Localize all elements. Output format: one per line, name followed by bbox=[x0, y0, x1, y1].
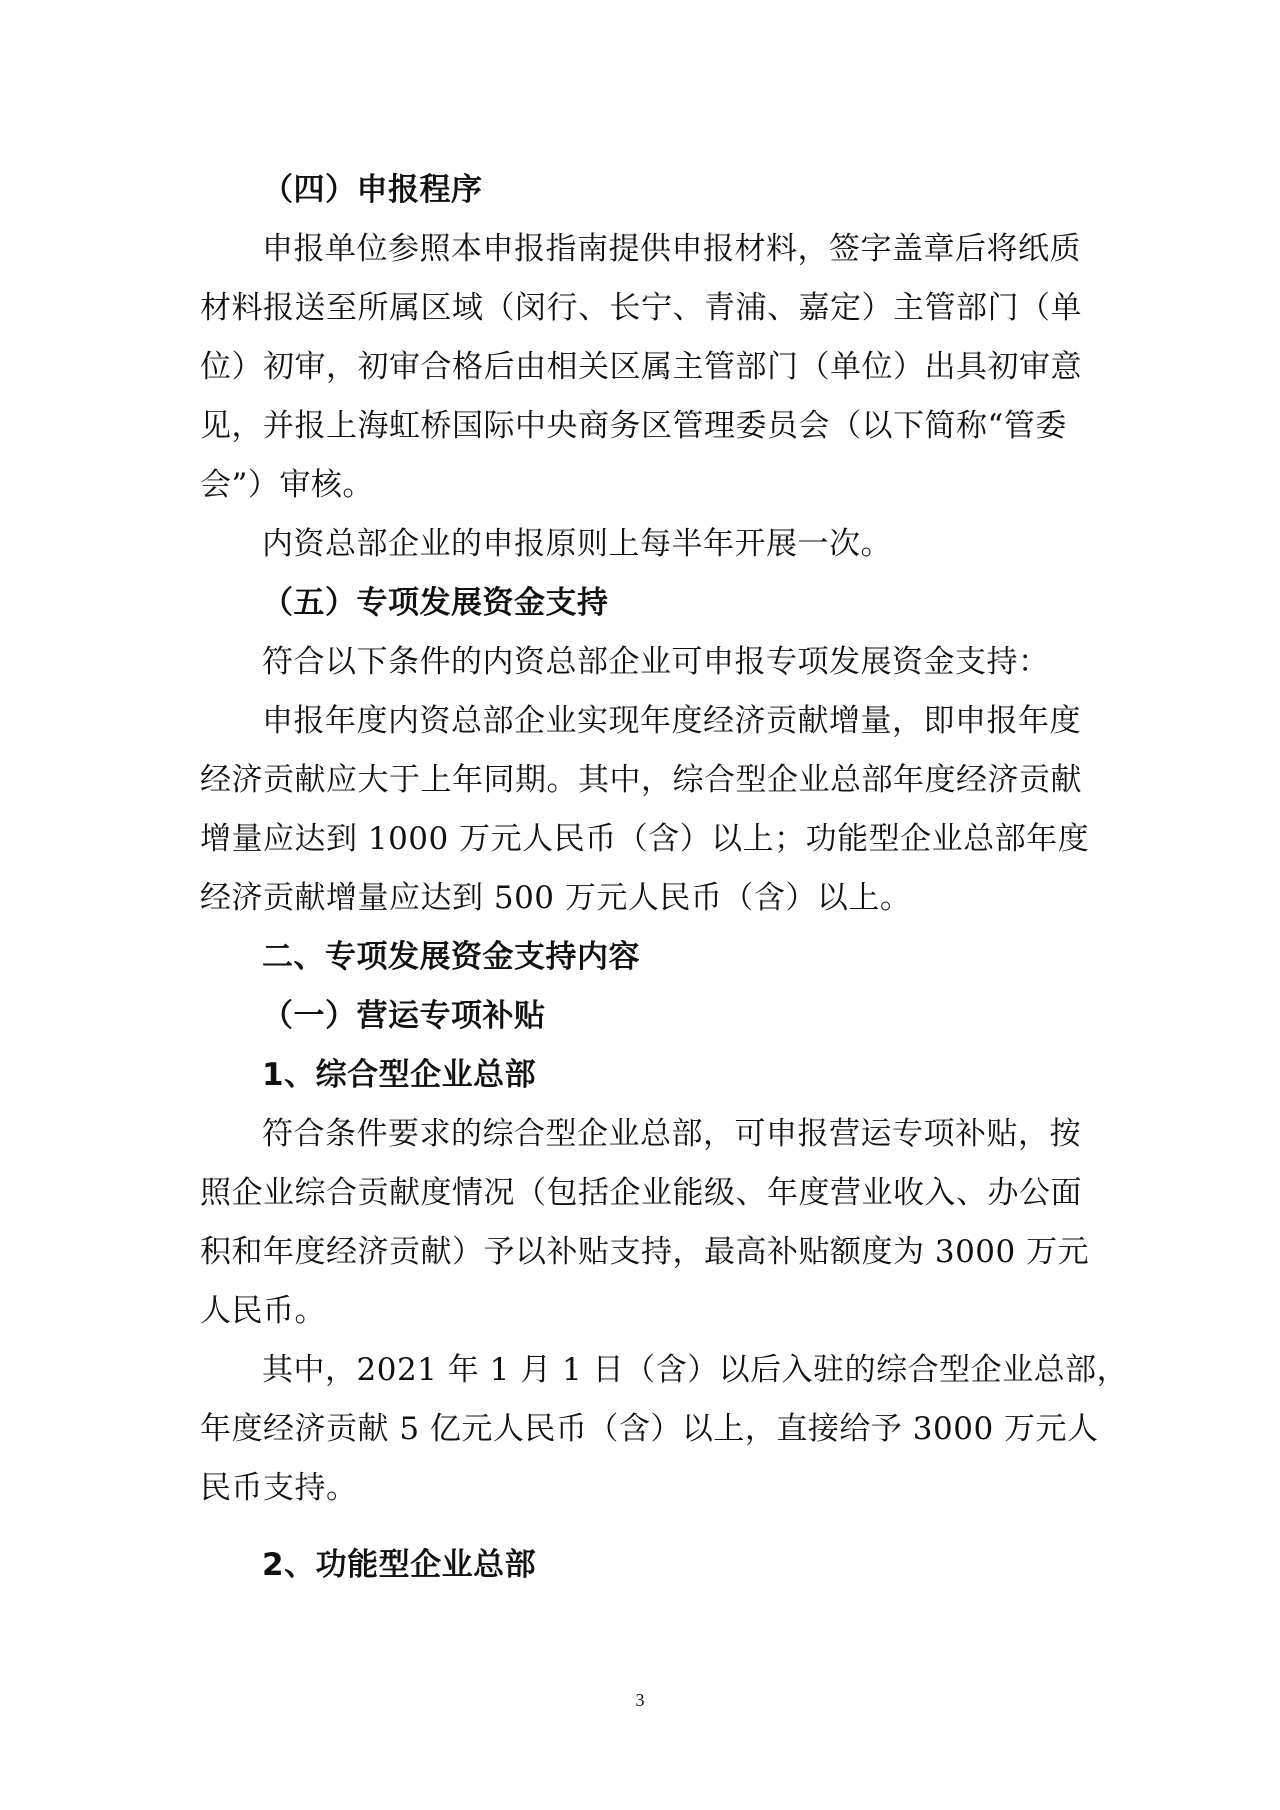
paragraph-line: 民币支持。 bbox=[200, 1470, 358, 1506]
paragraph-line: 人民币。 bbox=[200, 1293, 326, 1329]
paragraph-line: 符合以下条件的内资总部企业可申报专项发展资金支持： bbox=[262, 644, 1050, 680]
paragraph-line: 经济贡献增量应达到 500 万元人民币（含）以上。 bbox=[200, 880, 912, 916]
paragraph-line: 经济贡献应大于上年同期。其中，综合型企业总部年度经济贡献 bbox=[200, 762, 1082, 798]
chapter-heading-support-content: 二、专项发展资金支持内容 bbox=[262, 939, 640, 975]
paragraph-line: 积和年度经济贡献）予以补贴支持，最高补贴额度为 3000 万元 bbox=[200, 1234, 1090, 1270]
paragraph-line: 会”）审核。 bbox=[200, 467, 374, 503]
section-heading-special-fund-support: （五）专项发展资金支持 bbox=[262, 585, 609, 621]
paragraph-line: 申报年度内资总部企业实现年度经济贡献增量，即申报年度 bbox=[262, 703, 1081, 739]
subsection-heading-comprehensive-hq: 1、综合型企业总部 bbox=[262, 1057, 537, 1093]
paragraph-line: 材料报送至所属区域（闵行、长宁、青浦、嘉定）主管部门（单 bbox=[200, 290, 1082, 326]
subsection-heading-functional-hq: 2、功能型企业总部 bbox=[262, 1547, 537, 1583]
paragraph-line: 照企业综合贡献度情况（包括企业能级、年度营业收入、办公面 bbox=[200, 1175, 1082, 1211]
paragraph-line: 申报单位参照本申报指南提供申报材料，签字盖章后将纸质 bbox=[262, 231, 1081, 267]
paragraph-line: 内资总部企业的申报原则上每半年开展一次。 bbox=[262, 526, 892, 562]
paragraph-line: 其中，2021 年 1 月 1 日（含）以后入驻的综合型企业总部， bbox=[262, 1352, 1129, 1388]
page-number: 3 bbox=[635, 1690, 645, 1710]
section-heading-application-procedure: （四）申报程序 bbox=[262, 172, 483, 208]
paragraph-line: 符合条件要求的综合型企业总部，可申报营运专项补贴，按 bbox=[262, 1116, 1081, 1152]
paragraph-line: 位）初审，初审合格后由相关区属主管部门（单位）出具初审意 bbox=[200, 349, 1082, 385]
section-heading-operation-subsidy: （一）营运专项补贴 bbox=[262, 998, 546, 1034]
paragraph-line: 年度经济贡献 5 亿元人民币（含）以上，直接给予 3000 万元人 bbox=[200, 1411, 1099, 1447]
paragraph-line: 见，并报上海虹桥国际中央商务区管理委员会（以下简称“管委 bbox=[200, 408, 1067, 444]
paragraph-line: 增量应达到 1000 万元人民币（含）以上；功能型企业总部年度 bbox=[200, 821, 1090, 857]
